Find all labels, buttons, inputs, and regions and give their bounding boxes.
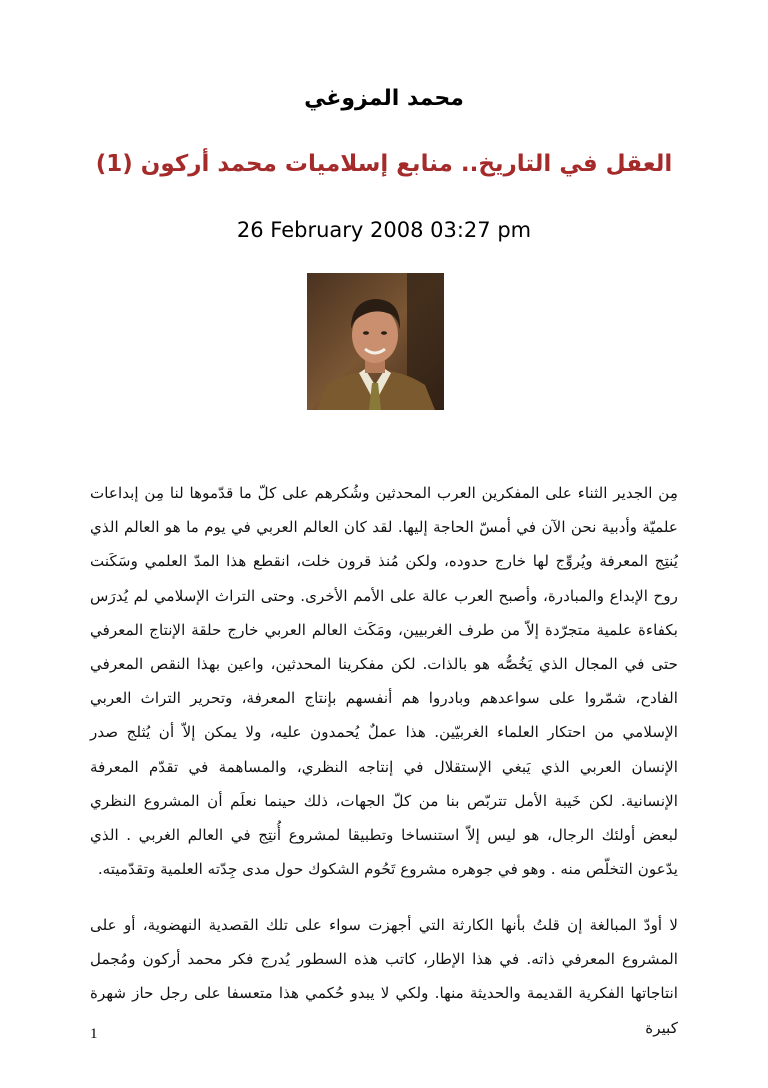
author-portrait-icon: [307, 273, 444, 410]
body-paragraph: مِن الجدير الثناء على المفكرين العرب المحدثين وشُكرهم على كلّ ما قدّموها لنا مِن إبداعات علميّة وأدبية نحن الآن في أمسّ الحاجة إليها. لقد كان العالم العربي في يوم ما هو العالم الذي يُنتِج المعرفة ويُروِّج لها خارج حدوده، ولكن مُنذ قرون خلت، انقطع هذا المدّ العلمي وسَكَنت روح الإبداع والمبادرة، وأصبح العرب عالة على الأمم الأخرى. وحتى التراث الإسلامي لم يُدرَس بكفاءة علمية متجرّدة إلاّ من طرف الغربيين، ومَكَث العالم العربي خارج حلقة الإنتاج المعرفي حتى في المجال الذي يَخُصُّه هو بالذات. لكن مفكرينا المحدثين، واعين بهذا النقص المعرفي الفادح، شمّروا على سواعدهم وبادروا هم أنفسهم بإنتاج المعرفة، وتحرير التراث العربي الإسلامي من احتكار العلماء الغربيّين. هذا عملٌ يُحمدون عليه، ولا يمكن إلاّ أن يُثلج صدر الإنسان العربي الذي يَبغي الإستقلال في إنتاجه النظري، والمساهمة في تقدّم المعرفة الإنسانية. لكن خَيبة الأمل تتربّص بنا من كلّ الجهات، ذلك حينما نعلَم أن المشروع النظري لبعض أولئك الرجال، هو ليس إلاّ استنساخا وتطبيقا لمشروع أُنتِج في العالم الغربي . الذي يدّعون التخلّص منه . وهو في جوهره مشروع تَحُوم الشكوك حول مدى جِدّته العلمية وتقدّميته.: [90, 484, 678, 879]
author-photo: [307, 273, 444, 410]
page-number: 1: [90, 1026, 98, 1042]
publish-date: 26 February 2008 03:27 pm: [236, 218, 532, 242]
body-paragraph: لا أودّ المبالغة إن قلتُ بأنها الكارثة التي أجهزت سواء على تلك القصدية النهضوية، أو على المشروع المعرفي ذاته. في هذا الإطار، كاتب هذه السطور يُدرج فكر محمد أركون ومُجمل انتاجاتها الفكرية القديمة والحديثة منها. ولكي لا يبدو حُكمي هذا متعسفا على رجل حاز شهرة كبيرة: [90, 916, 678, 1037]
author-name: محمد المزوغي: [304, 86, 464, 111]
article-title: العقل في التاريخ.. منابع إسلاميات محمد أركون (1): [95, 151, 673, 177]
